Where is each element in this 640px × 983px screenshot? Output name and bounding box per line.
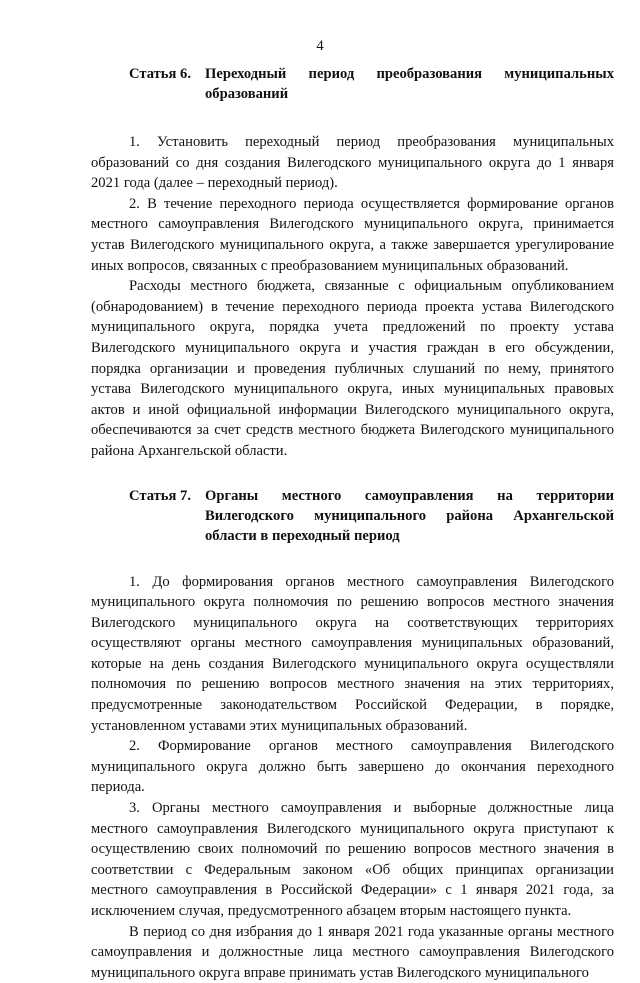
- article-6-paragraph-3: Расходы местного бюджета, связанные с официальным опубликованием (обнародованием) в течение переходного периода проекта устава Вилегодского муниципального округа, порядка учета предложений по проекту устава Вилегодского муниципального округа и участия граждан в его обсуждении, порядка организации и проведения публичных слушаний по нему, принятого устава Вилегодского муниципального округа, иных муниципальных правовых актов и иной официальной информации Вилегодского муниципального округа, обеспечиваются за счет средств местного бюджета Вилегодского муниципального района Архангельской области.: [91, 278, 614, 459]
- page-number: 4: [316, 38, 324, 54]
- article-7-paragraph-2: 2. Формирование органов местного самоуправления Вилегодского муниципального округа должно быть завершено до окончания переходного периода.: [91, 738, 614, 796]
- article-7-heading: [91, 486, 614, 546]
- article-7-paragraph-4: В период со дня избрания до 1 января 2021 года указанные органы местного самоуправления и должностные лица местного самоуправления Вилегодского муниципального округа вправе принимать устав Вилегодского муниципального: [91, 923, 614, 981]
- article-6-title: Переходный период преобразования муниципальных образований: [205, 66, 614, 102]
- article-7-paragraph-3: 3. Органы местного самоуправления и выборные должностные лица местного самоуправления Вилегодского муниципального округа приступают к осуществлению своих полномочий по решению вопросов местного значения в соответствии с Федеральным законом «Об общих принципах организации местного самоуправления в Российской Федерации» с 1 января 2021 года, за исключением случая, предусмотренного абзацем вторым настоящего пункта.: [91, 800, 614, 919]
- article-7-title: Органы местного самоуправления на территории Вилегодского муниципального района Архангельской области в переходный период: [205, 487, 614, 544]
- article-7-label: Статья 7.: [129, 487, 191, 504]
- document-body: [91, 60, 614, 983]
- article-6-heading: [91, 64, 614, 104]
- article-7-paragraph-1: 1. До формирования органов местного самоуправления Вилегодского муниципального округа полномочия по решению вопросов местного значения Вилегодского муниципального округа на соответствующих территориях осуществляют органы местного самоуправления муниципальных образований, которые на день создания Вилегодского муниципального округа осуществляли полномочия по решению вопросов местного значения на этих территориях, предусмотренные законодательством Российской Федерации, в порядке, установленном уставами этих муниципальных образований.: [91, 573, 614, 734]
- article-6-paragraph-1: 1. Установить переходный период преобразования муниципальных образований со дня создания Вилегодского муниципального округа до 1 января 2021 года (далее – переходный период).: [91, 134, 614, 192]
- article-6-paragraph-2: 2. В течение переходного периода осуществляется формирование органов местного самоуправления Вилегодского муниципального округа, принимается устав Вилегодского муниципального округа, а также завершается урегулирование иных вопросов, связанных с преобразованием муниципальных образований.: [91, 195, 614, 274]
- article-6-label: Статья 6.: [129, 66, 191, 82]
